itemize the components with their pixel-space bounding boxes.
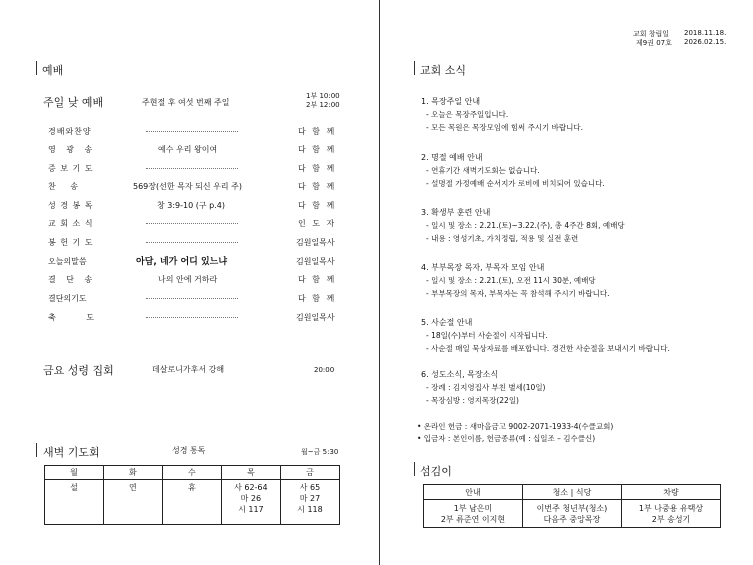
order-item: 영 광 송 (48, 145, 97, 154)
serving-header-row (424, 485, 721, 500)
order-leader: 인 도 자 (298, 219, 337, 228)
news-section-bar (414, 61, 415, 75)
serving-header: 청소 | 식당 (522, 485, 621, 500)
dawn-time: 월~금 5:30 (301, 448, 339, 456)
news-item-line: - 장례 : 김지영집사 부친 별세(10일) (426, 383, 546, 392)
order-leader-line (146, 242, 238, 243)
order-item: 결단의기도 (48, 294, 87, 303)
order-detail: 예수 우리 왕이여 (158, 145, 218, 154)
serving-header: 차량 (622, 485, 721, 500)
order-leader-line (146, 168, 238, 169)
reading-cell (221, 480, 280, 525)
news-item-title: 4. 부부목장 목자, 부목자 모임 안내 (421, 263, 545, 272)
issue-label: 제9권 07호 (636, 39, 672, 47)
weekday-cell: 화 (103, 466, 162, 480)
news-item-line: - 연휴기간 새벽기도회는 없습니다. (426, 166, 540, 175)
serving-cell (424, 500, 523, 528)
order-leader: 다 함 께 (298, 145, 337, 154)
order-leader: 김원일목사 (296, 257, 335, 266)
reading-row (45, 480, 340, 525)
serving-section-bar (414, 462, 415, 476)
order-leader: 다 함 께 (298, 164, 337, 173)
worship-section-title: 예배 (42, 64, 64, 77)
news-item-line: - 모든 목원은 목장모임에 힘써 주시기 바랍니다. (426, 123, 584, 132)
weekday-cell: 금 (280, 466, 339, 480)
order-leader: 다 함 께 (298, 294, 337, 303)
founding-label: 교회 창립일 (633, 30, 670, 38)
serving-line: 1부 남은미 (453, 503, 493, 513)
order-detail: 나의 안에 거하라 (158, 275, 218, 284)
order-leader: 다 함 께 (298, 182, 337, 191)
reading-line: 시 118 (297, 505, 323, 514)
news-item-line: - 사순절 매일 묵상자료를 배포합니다. 경건한 사순절을 보내시기 바랍니다. (426, 344, 670, 353)
sunday-theme: 주현절 후 여섯 번째 주일 (142, 98, 230, 107)
news-item-title: 3. 확생부 훈련 안내 (421, 208, 491, 217)
weekday-header-row (45, 466, 340, 480)
news-item-title: 2. 명절 예배 안내 (421, 153, 483, 162)
reading-line: 시 117 (238, 505, 264, 514)
order-item: 증 보 기 도 (48, 164, 94, 173)
sunday-time-1: 1부 10:00 (306, 92, 340, 100)
reading-line: 마 27 (299, 494, 321, 503)
order-leader-line (146, 223, 238, 224)
serving-cell (622, 500, 721, 528)
order-item: 찬 송 (48, 182, 84, 191)
serving-line: 2부 송성기 (651, 514, 691, 524)
news-item-title: 1. 목장주일 안내 (421, 97, 481, 106)
worship-section-bar (36, 61, 37, 75)
page-divider (379, 0, 380, 565)
news-item-line: - 목장심방 : 영지목장(22일) (426, 396, 519, 405)
issue-date: 2026.02.15. (684, 38, 727, 46)
news-item-line: - 설명절 가정예배 순서지가 로비에 비치되어 있습니다. (426, 179, 605, 188)
news-item-line: - 일시 및 장소 : 2.21.(토), 오전 11시 30분, 예배당 (426, 276, 596, 285)
friday-service-title: 금요 성령 집회 (43, 364, 114, 377)
news-item-line: - 오늘은 목장주일입니다. (426, 110, 509, 119)
sunday-service-title: 주일 낮 예배 (43, 96, 104, 109)
order-leader-line (146, 131, 238, 132)
order-leader: 김원일목사 (296, 313, 335, 322)
order-item: 교 회 소 식 (48, 219, 94, 228)
order-item: 결 단 송 (48, 275, 97, 284)
offering-account: • 온라인 헌금 : 새마을금고 9002-2071-1933-4(수클교회) (417, 422, 614, 431)
reading-line: 사 65 (299, 483, 321, 492)
order-leader: 김원일목사 (296, 238, 335, 247)
reading-line: 사 62-64 (234, 483, 268, 492)
order-item: 오늘의말씀 (48, 257, 87, 266)
offering-depositor: • 입금자 : 본인이름, 헌금종류(예 : 십일조 – 김수클신) (417, 434, 596, 443)
dawn-section-bar (36, 443, 37, 457)
serving-line: 1부 나중용 유택상 (638, 503, 704, 513)
friday-detail: 데살로니가후서 강해 (152, 365, 225, 374)
order-detail: 창 3:9-10 (구 p.4) (157, 201, 225, 210)
order-leader: 다 함 께 (298, 201, 337, 210)
news-item-title: 6. 성도소식, 목장소식 (421, 370, 499, 379)
serving-line: 이번주 청년부(청소) (536, 503, 608, 513)
order-item: 축 도 (48, 313, 108, 322)
order-leader: 다 함 께 (298, 275, 337, 284)
reading-cell (280, 480, 339, 525)
news-item-line: - 부부목장의 목자, 부목자는 꼭 참석해 주시기 바랍니다. (426, 289, 610, 298)
order-leader-line (146, 298, 238, 299)
news-section-title: 교회 소식 (420, 64, 467, 77)
order-detail: 569장(선한 목자 되신 우리 주) (133, 182, 242, 191)
news-item-title: 5. 사순절 안내 (421, 318, 473, 327)
reading-cell (103, 480, 162, 525)
serving-body-row (424, 500, 721, 528)
news-item-line: - 내용 : 영성기초, 가치정립, 적용 및 실전 훈련 (426, 234, 579, 243)
weekday-cell: 수 (162, 466, 221, 480)
news-item-line: - 18일(수)부터 사순절이 시작됩니다. (426, 331, 548, 340)
serving-title: 섬김이 (420, 465, 452, 478)
dawn-title: 새벽 기도회 (43, 446, 100, 459)
order-item: 봉 헌 기 도 (48, 238, 94, 247)
dawn-reading-table (44, 465, 340, 525)
weekday-cell: 월 (45, 466, 104, 480)
news-item-line: - 일시 및 장소 : 2.21.(토)~3.22.(주), 총 4주간 8회, 예배당 (426, 221, 625, 230)
reading-line: 연 (129, 483, 137, 492)
sermon-title: 아담, 네가 어디 있느냐 (136, 257, 228, 267)
reading-cell (162, 480, 221, 525)
serving-line: 다음주 중앙목장 (543, 514, 601, 524)
founding-date: 2018.11.18. (684, 29, 727, 37)
dawn-subtitle: 성경 통독 (172, 446, 206, 455)
serving-header: 안내 (424, 485, 523, 500)
order-leader-line (146, 317, 238, 318)
reading-cell (45, 480, 104, 525)
serving-line: 2부 류준연 이지현 (440, 514, 506, 524)
order-leader: 다 함 께 (298, 127, 337, 136)
serving-table (423, 484, 721, 528)
order-item: 경배와찬양 (48, 127, 92, 136)
reading-line: 설 (70, 483, 78, 492)
order-item: 성 경 봉 독 (48, 201, 94, 210)
sunday-time-2: 2부 12:00 (306, 101, 340, 109)
weekday-cell: 목 (221, 466, 280, 480)
reading-line: 휴 (187, 483, 196, 492)
friday-time: 20:00 (314, 366, 335, 374)
serving-cell (522, 500, 621, 528)
reading-line: 마 26 (240, 494, 262, 503)
